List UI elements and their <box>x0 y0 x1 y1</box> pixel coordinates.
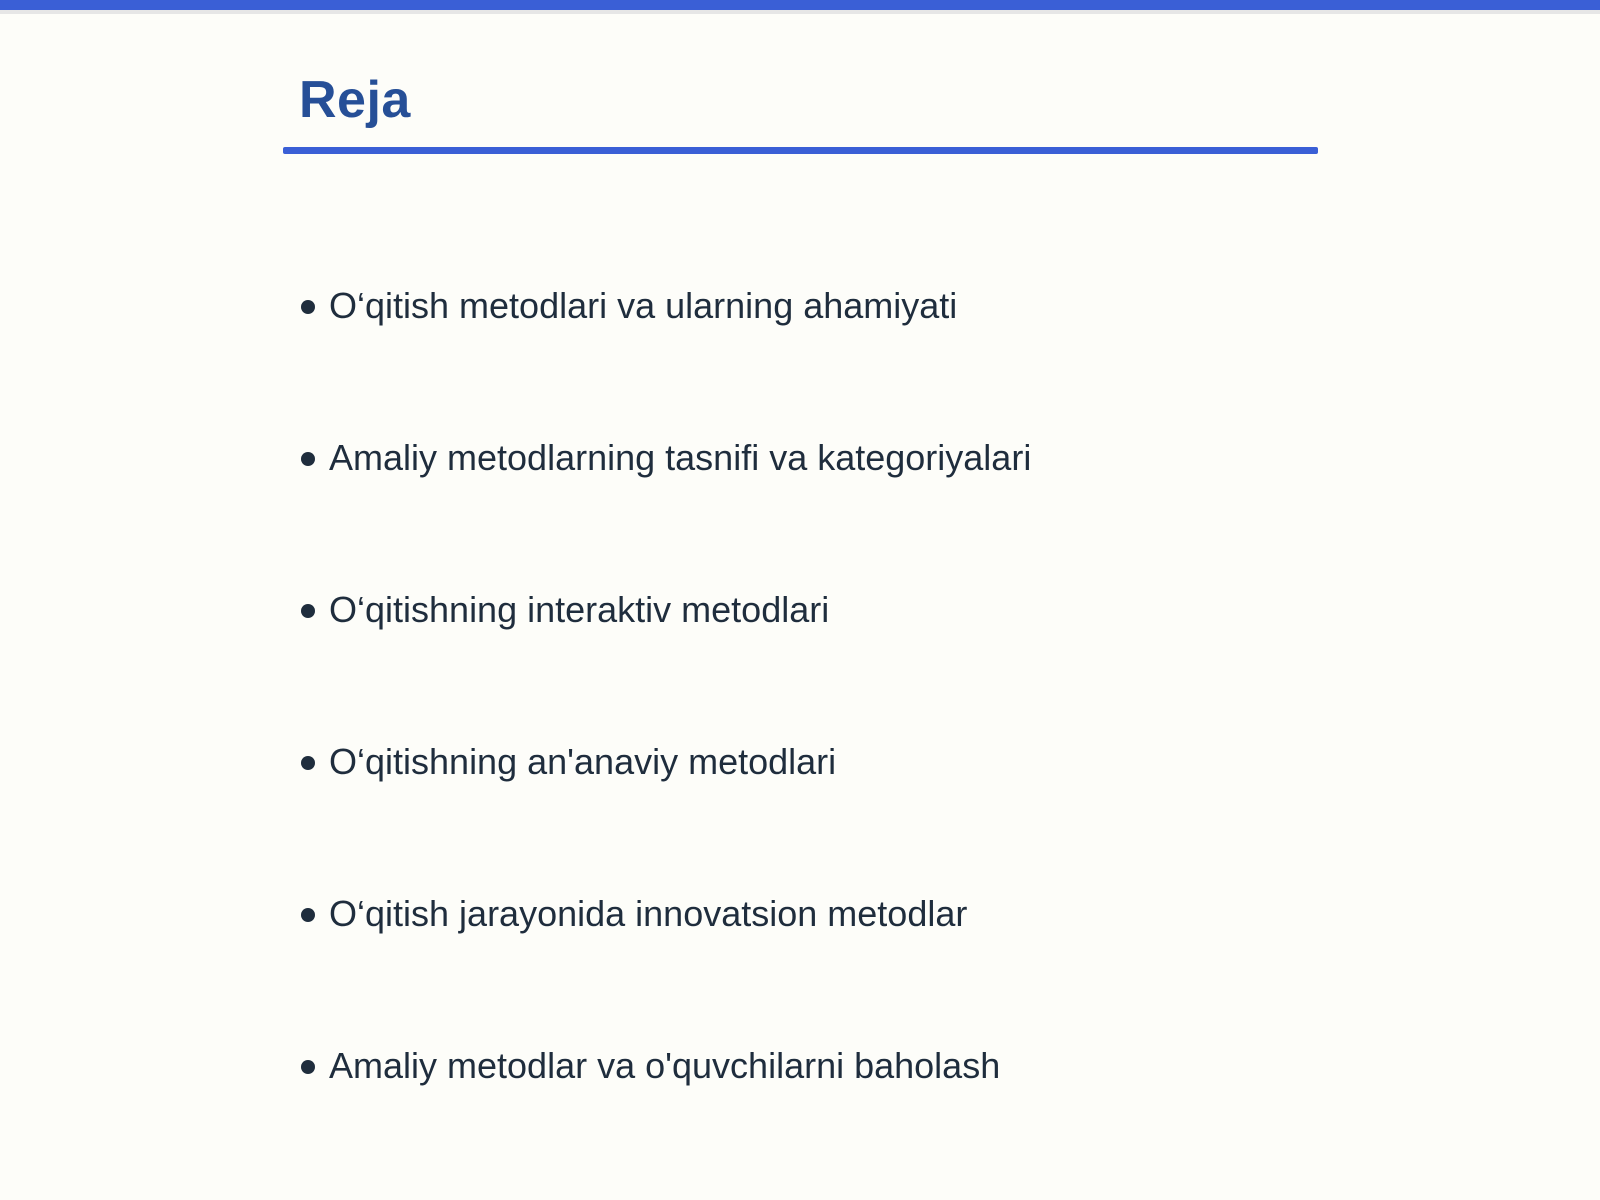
agenda-item <box>299 274 1031 426</box>
agenda-item-text: Amaliy metodlar va o'quvchilarni baholash <box>329 1045 1001 1086</box>
agenda-item <box>299 426 1031 578</box>
title-underline <box>283 147 1318 154</box>
agenda-item-text: O‘qitish metodlari va ularning ahamiyati <box>329 285 958 326</box>
bullet-icon <box>301 300 315 314</box>
bullet-icon <box>301 908 315 922</box>
bullet-icon <box>301 452 315 466</box>
agenda-item <box>299 730 1031 882</box>
agenda-item <box>299 578 1031 730</box>
agenda-list <box>299 274 1031 1186</box>
agenda-item-text: O‘qitish jarayonida innovatsion metodlar <box>329 893 968 934</box>
agenda-item-text: Amaliy metodlarning tasnifi va kategoriyalari <box>329 437 1032 478</box>
agenda-item <box>299 882 1031 1034</box>
bullet-icon <box>301 756 315 770</box>
agenda-item <box>299 1034 1031 1186</box>
bullet-icon <box>301 604 315 618</box>
slide-title: Reja <box>299 71 411 129</box>
agenda-item-text: O‘qitishning interaktiv metodlari <box>329 589 830 630</box>
bullet-icon <box>301 1060 315 1074</box>
agenda-item-text: O‘qitishning an'anaviy metodlari <box>329 741 837 782</box>
